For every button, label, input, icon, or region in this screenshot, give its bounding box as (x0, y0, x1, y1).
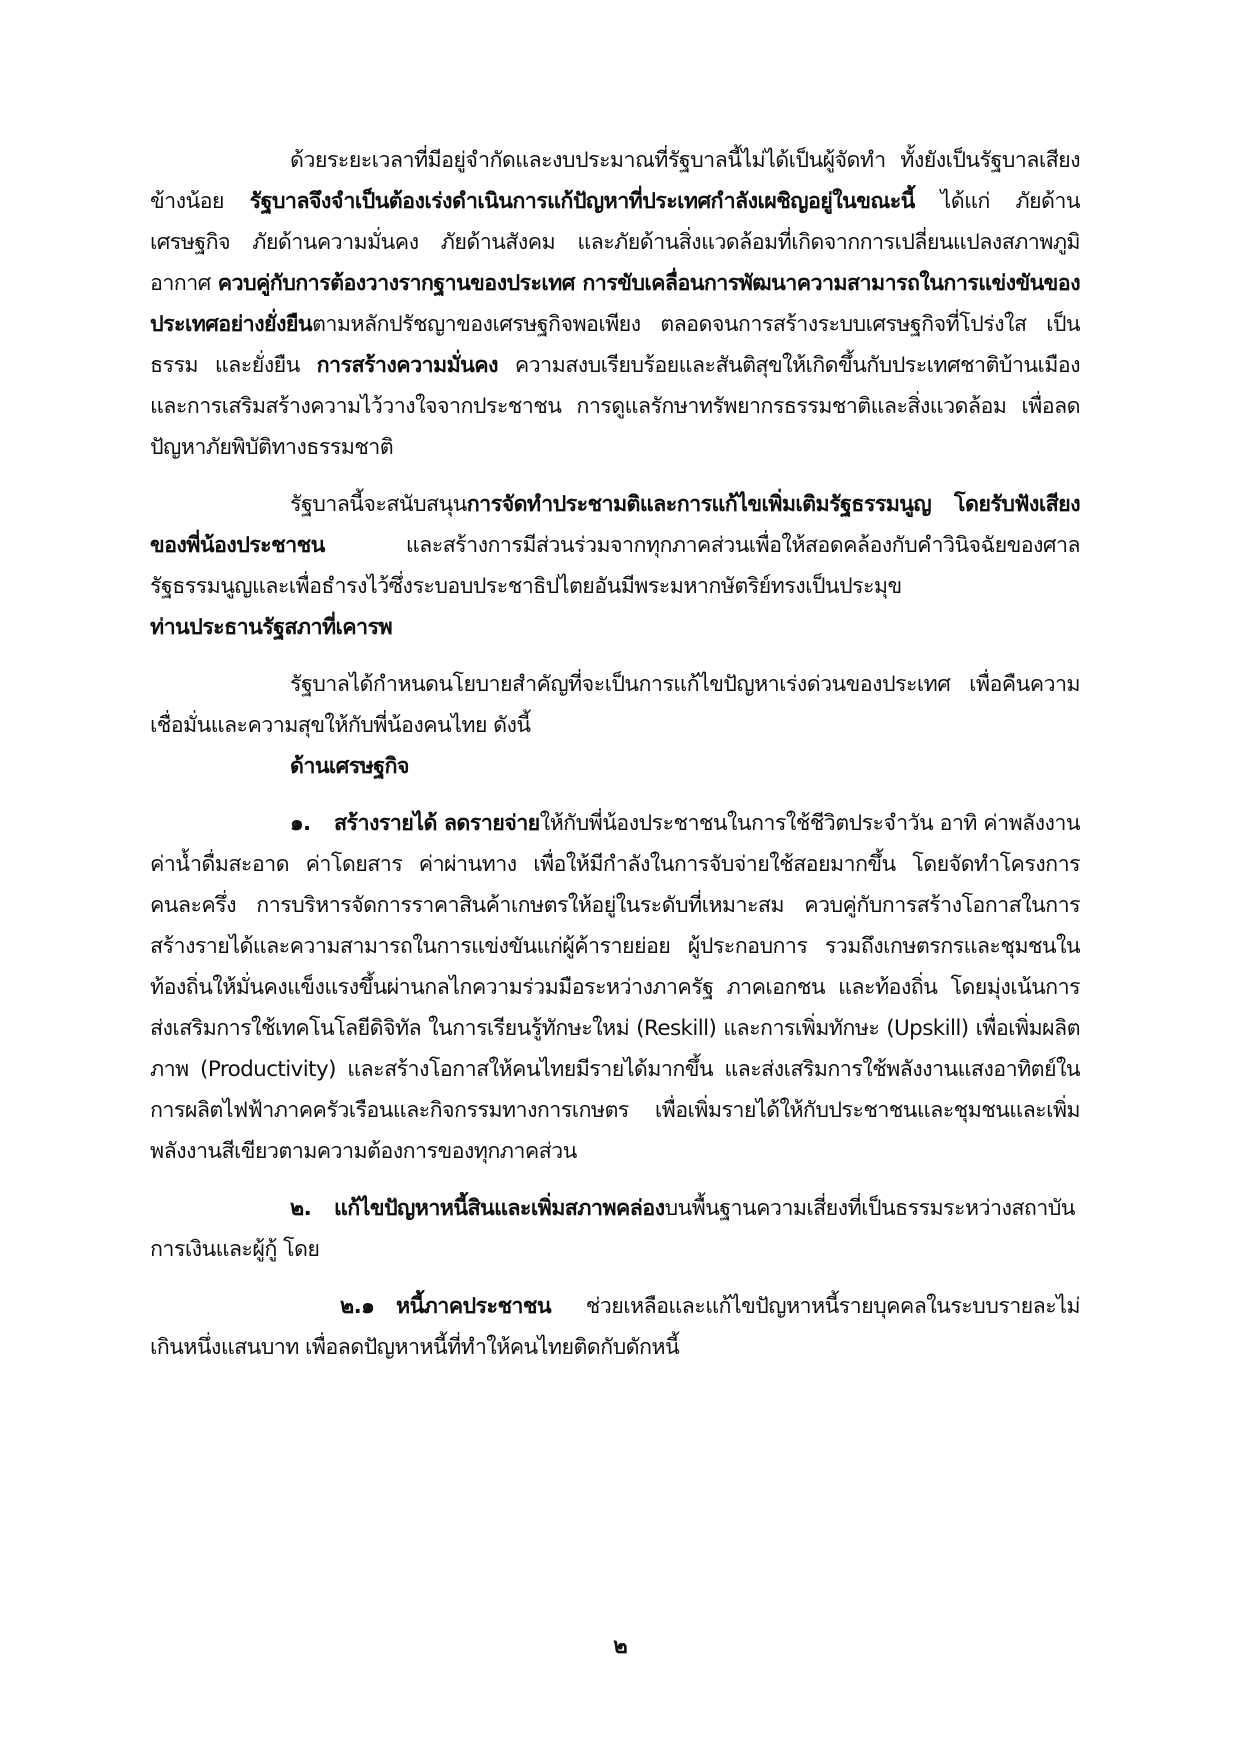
bold-text: หนี้ภาคประชาชน (396, 1294, 551, 1319)
list-item-2-1 (150, 1286, 1080, 1368)
text: ช่วยเหลือและแก้ไขปัญหาหนี้รายบุคคลในระบบรายละไม่เกินหนึ่งแสนบาท เพื่อลดปัญหาหนี้ที่ทำให้คนไทยติดกับดักหนี้ (150, 1294, 1080, 1360)
text: ตามหลักปรัชญาของเศรษฐกิจพอเพียง ตลอดจนการสร้างระบบเศรษฐกิจที่โปร่งใส เป็นธรรม และยั่งยืน (150, 312, 1080, 378)
text: ให้กับพี่น้องประชาชนในการใช้ชีวิตประจำวัน อาทิ ค่าพลังงาน ค่าน้ำดื่มสะอาด ค่าโดยสาร ค่าผ่านทาง เพื่อให้มีกำลังในการจับจ่ายใช้สอยมากขึ้น โดยจัดทำโครงการคนละครึ่ง การบริหารจัดการราคาสินค้าเกษตรให้อยู่ในระดับที่เหมาะสม ควบคู่กับการสร้างโอกาสในการสร้างรายได้และความสามารถในการแข่งขันแก่ผู้ค้ารายย่อย ผู้ประกอบการ รวมถึงเกษตรกรและชุมชนในท้องถิ่นให้มั่นคงแข็งแรงขึ้นผ่านกลไกความร่วมมือระหว่างภาครัฐ ภาคเอกชน และท้องถิ่น โดยมุ่งเน้นการส่งเสริมการใช้เทคโนโลยีดิจิทัล ในการเรียนรู้ทักษะใหม่ (Reskill) และการเพิ่มทักษะ (Upskill) เพื่อเพิ่มผลิตภาพ (Productivity) และสร้างโอกาสให้คนไทยมีรายได้มากขึ้น และส่งเสริมการใช้พลังงานแสงอาทิตย์ในการผลิตไฟฟ้าภาคครัวเรือนและกิจกรรมทางการเกษตร เพื่อเพิ่มรายได้ให้กับประชาชนและชุมชนและเพิ่มพลังงานสีเขียวตามความต้องการของทุกภาคส่วน (150, 811, 1081, 1164)
section-heading-economy: ด้านเศรษฐกิจ (290, 754, 409, 779)
page-number: ๒ (613, 1634, 628, 1659)
bold-text: ควบคู่กับการต้องวางรากฐานของประเทศ การขับเคลื่อนการพัฒนาความสามารถในการแข่งขันของประเทศอย่างยั่งยืน (150, 271, 1080, 337)
bold-text: การสร้างความมั่นคง (316, 353, 498, 378)
text: บนพื้นฐานความเสี่ยงที่เป็นธรรมระหว่างสถาบันการเงินและผู้กู้ โดย (150, 1196, 1075, 1262)
item-number: ๑. (290, 811, 311, 836)
bold-text: รัฐบาลจึงจำเป็นต้องเร่งดำเนินการแก้ปัญหาที่ประเทศกำลังเผชิญอยู่ในขณะนี้ (249, 189, 915, 214)
bold-text: สร้างรายได้ ลดรายจ่าย (334, 811, 540, 836)
text: รัฐบาลนี้จะสนับสนุน (290, 492, 467, 517)
paragraph-constitution (150, 484, 1080, 607)
bold-text: แก้ไขปัญหาหนี้สินและเพิ่มสภาพคล่อง (334, 1196, 665, 1221)
list-item-1 (150, 803, 1080, 1172)
text: ความสงบเรียบร้อยและสันติสุขให้เกิดขึ้นกับประเทศชาติบ้านเมือง และการเสริมสร้างความไว้วางใจจากประชาชน การดูแลรักษาทรัพยากรธรรมชาติและสิ่งแวดล้อม เพื่อลดปัญหาภัยพิบัติทางธรรมชาติ (150, 353, 1080, 460)
document-page (150, 140, 1080, 1368)
paragraph-intro (150, 140, 1080, 468)
item-number: ๒. (290, 1196, 312, 1221)
paragraph-policy-intro: รัฐบาลได้กำหนดนโยบายสำคัญที่จะเป็นการแก้ไขปัญหาเร่งด่วนของประเทศ เพื่อคืนความเชื่อมั่นและความสุขให้กับพี่น้องคนไทย ดังนี้ (150, 672, 1080, 738)
bold-text: การจัดทำประชามติและการแก้ไขเพิ่มเติมรัฐธรรมนูญ โดยรับฟังเสียงของพี่น้องประชาชน (150, 492, 1080, 558)
text: ได้แก่ ภัยด้านเศรษฐกิจ ภัยด้านความมั่นคง ภัยด้านสังคม และภัยด้านสิ่งแวดล้อมที่เกิดจากการเปลี่ยนแปลงสภาพภูมิอากาศ (150, 189, 1080, 296)
salutation-heading: ท่านประธานรัฐสภาที่เคารพ (150, 615, 393, 640)
text: และสร้างการมีส่วนร่วมจากทุกภาคส่วนเพื่อให้สอดคล้องกับคำวินิจฉัยของศาลรัฐธรรมนูญและเพื่อธำรงไว้ซึ่งระบอบประชาธิปไตยอันมีพระมหากษัตริย์ทรงเป็นประมุข (150, 533, 1080, 599)
list-item-2 (150, 1188, 1080, 1270)
text: ด้วยระยะเวลาที่มีอยู่จำกัดและงบประมาณที่รัฐบาลนี้ไม่ได้เป็นผู้จัดทำ ทั้งยังเป็นรัฐบาลเสียงข้างน้อย (150, 148, 1080, 214)
item-number: ๒.๑ (340, 1294, 375, 1319)
